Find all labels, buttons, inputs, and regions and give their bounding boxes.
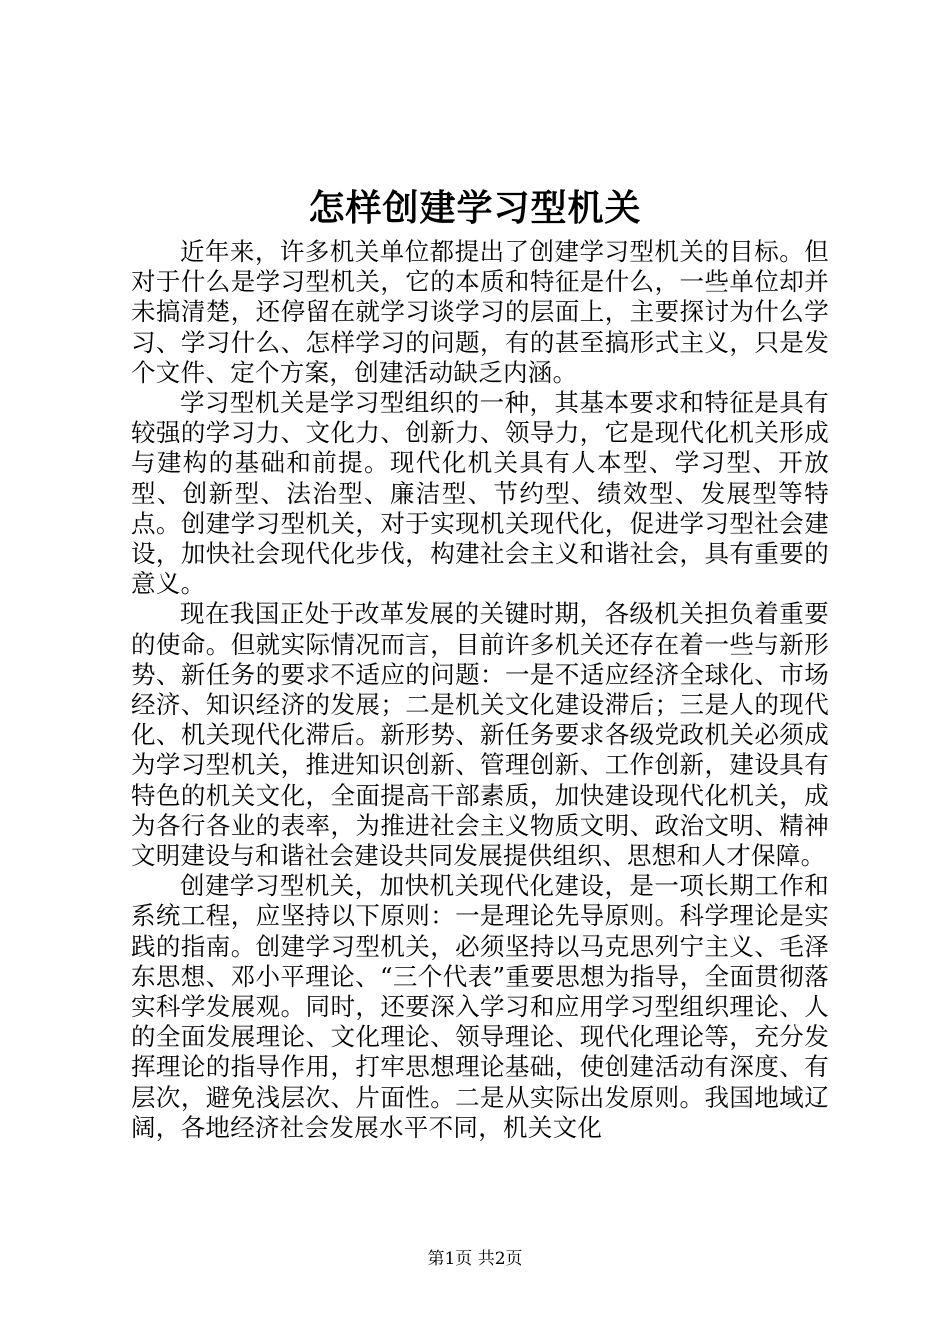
page-footer: 第1页 共2页	[427, 1249, 523, 1269]
paragraph-4: 创建学习型机关，加快机关现代化建设，是一项长期工作和系统工程，应坚持以下原则：一是理论先导原则。科学理论是实践的指南。创建学习型机关，必须坚持以马克思列宁主义、毛泽东思想、邓小平理论、“三个代表”重要思想为指导，全面贯彻落实科学发展观。同时，还要深入学习和应用学习型组织理论、人的全面发展理论、文化理论、领导理论、现代化理论等，充分发挥理论的指导作用，打牢思想理论基础，使创建活动有深度、有层次，避免浅层次、片面性。二是从实际出发原则。我国地域辽阔，各地经济社会发展水平不同，机关文化	[131, 871, 829, 1142]
document-body	[131, 237, 829, 1143]
paragraph-1: 近年来，许多机关单位都提出了创建学习型机关的目标。但对于什么是学习型机关，它的本质和特征是什么，一些单位却并未搞清楚，还停留在就学习谈学习的层面上，主要探讨为什么学习、学习什么、怎样学习的问题，有的甚至搞形式主义，只是发个文件、定个方案，创建活动缺乏内涵。	[131, 237, 829, 387]
paragraph-3: 现在我国正处于改革发展的关键时期，各级机关担负着重要的使命。但就实际情况而言，目前许多机关还存在着一些与新形势、新任务的要求不适应的问题：一是不适应经济全球化、市场经济、知识经济的发展；二是机关文化建设滞后；三是人的现代化、机关现代化滞后。新形势、新任务要求各级党政机关必须成为学习型机关，推进知识创新、管理创新、工作创新，建设具有特色的机关文化，全面提高干部素质，加快建设现代化机关，成为各行各业的表率，为推进社会主义物质文明、政治文明、精神文明建设与和谐社会建设共同发展提供组织、思想和人才保障。	[131, 599, 829, 871]
document-title: 怎样创建学习型机关	[308, 187, 642, 229]
paragraph-2: 学习型机关是学习型组织的一种，其基本要求和特征是具有较强的学习力、文化力、创新力、领导力，它是现代化机关形成与建构的基础和前提。现代化机关具有人本型、学习型、开放型、创新型、法治型、廉洁型、节约型、绩效型、发展型等特点。创建学习型机关，对于实现机关现代化，促进学习型社会建设，加快社会现代化步伐，构建社会主义和谐社会，具有重要的意义。	[131, 388, 829, 599]
